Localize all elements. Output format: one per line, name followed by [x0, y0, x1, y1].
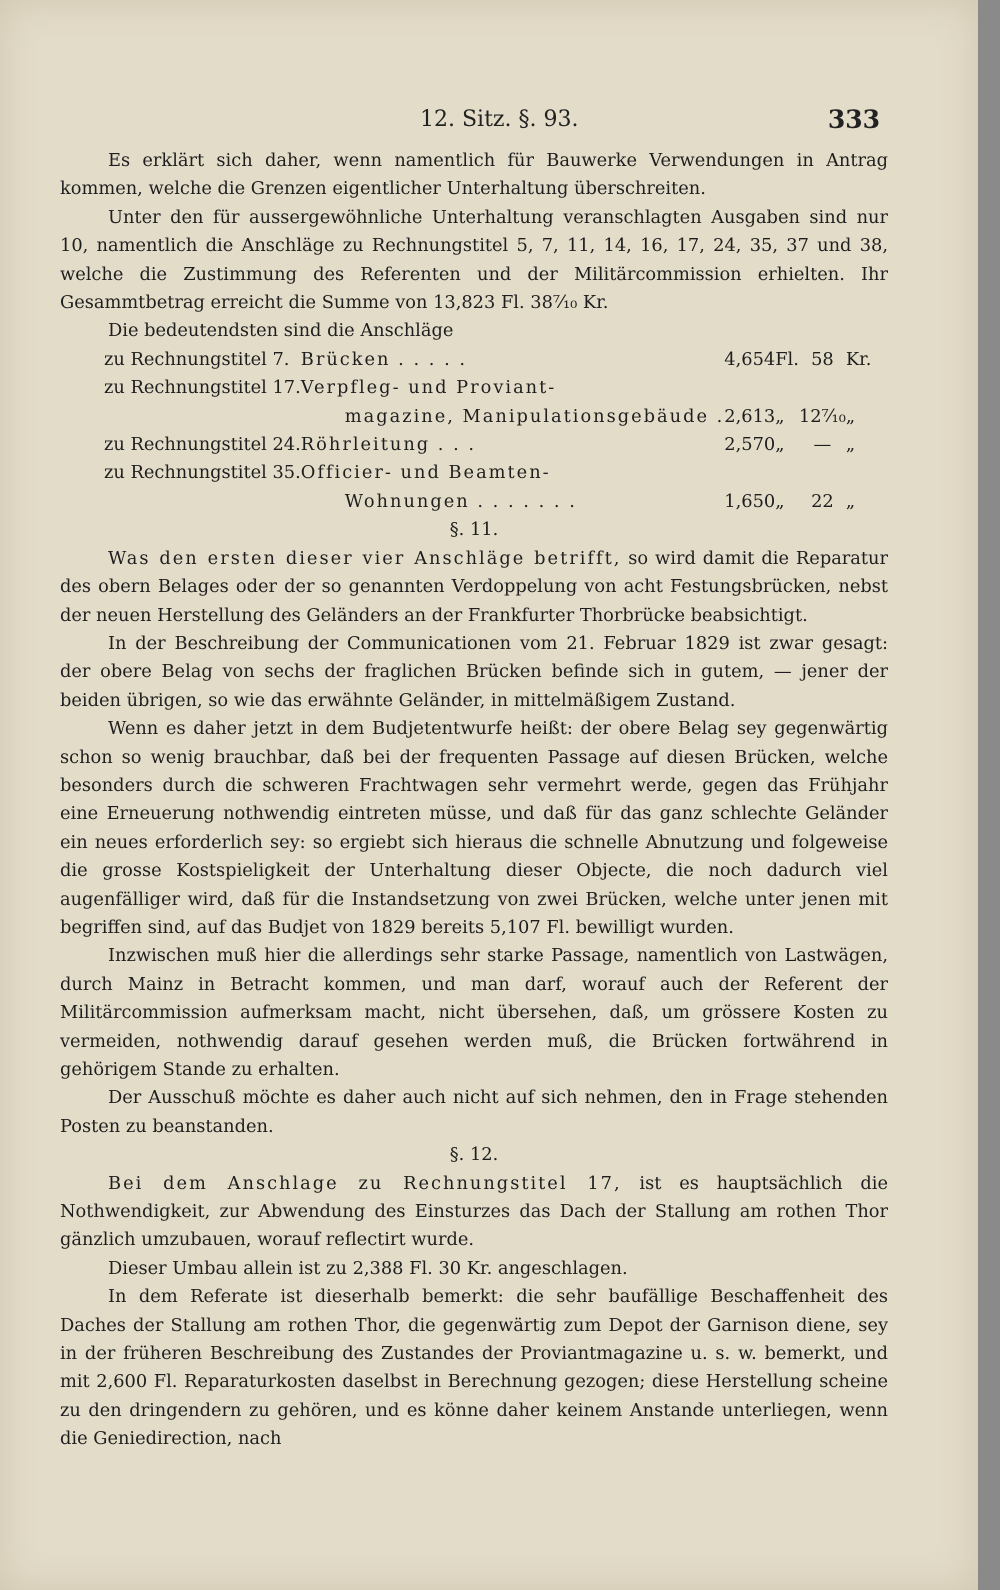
- item-amount: [724, 459, 775, 487]
- item-label: zu Rechnungstitel 35.: [104, 462, 301, 484]
- item-name: Brücken . . . . .: [300, 348, 468, 370]
- paragraph: In der Beschreibung der Communicationen vom 21. Februar 1829 ist zwar gesagt: der obere Belag von sechs der fraglichen Brücken befinde sich in gutem, — jener der beiden übrigen, so wie das erwähnte Geländer, in mittelmäßigem Zustand.: [60, 632, 888, 711]
- paragraph-text: so wird damit die Reparatur des obern Belages oder der so genannten Verdoppelung von acht Festungsbrücken, nebst der neuen Herstellung des Geländers an der Frankfurter Thorbrücke beabsichtigt.: [60, 547, 888, 626]
- running-head: 12. Sitz. §. 93.: [420, 107, 579, 132]
- paragraph: Es erklärt sich daher, wenn namentlich für Bauwerke Verwendungen in Antrag kommen, welche die Grenzen eigentlicher Unterhaltung überschreiten.: [60, 150, 888, 200]
- paragraph: Wenn es daher jetzt in dem Budjetentwurfe heißt: der obere Belag sey gegenwärtig schon so wenig brauchbar, daß bei der frequenten Passage auf diesen Brücken, welche besonders durch die schweren Frachtwagen sehr vermehrt werde, gegen das Frühjahr eine Erneuerung nothwendig eintreten müsse, und daß für das ganz schlechte Geländer ein neues erforderlich sey: so ergiebt sich hieraus die schnelle Abnutzung und folgeweise die grosse Kostspieligkeit der Unterhaltung dieser Objecte, die noch dadurch viel augenfälliger wird, daß für die Instandsetzung von zwei Brücken, welche unter jenen mit begriffen sind, auf das Budjet von 1829 bereits 5,107 Fl. bewilligt wurden.: [60, 718, 888, 938]
- item-amount: [724, 374, 775, 402]
- item-currency: [846, 459, 871, 487]
- paragraph-lead: Was den ersten dieser vier Anschläge betrifft,: [108, 547, 622, 569]
- paragraph-lead: Bei dem Anschlage zu Rechnungstitel 17,: [108, 1172, 622, 1194]
- paragraph: Der Ausschuß möchte es daher auch nicht auf sich nehmen, den in Frage stehenden Posten zu beanstanden.: [60, 1087, 888, 1137]
- item-amount: 4,654: [724, 348, 776, 370]
- item-amount: 2,570: [724, 434, 776, 456]
- table-row: [104, 403, 871, 431]
- item-name: magazine, Manipulationsgebäude .: [344, 405, 725, 427]
- page-body: [60, 147, 888, 1454]
- item-kr: 22: [811, 490, 834, 512]
- item-label: zu Rechnungstitel 17.: [104, 377, 301, 399]
- paragraph: In dem Referate ist dieserhalb bemerkt: die sehr baufällige Beschaffenheit des Daches der Stallung am rothen Thor, die gegenwärtig zum Depot der Garnison diene, sey in der früheren Beschreibung des Zustandes der Proviantmagazine u. s. w. bemerkt, und mit 2,600 Fl. Reparaturkosten daselbst in Berechnung gezogen; diese Herstellung scheine zu den dringendern zu gehören, und es könne daher keinem Anstande unterliegen, wenn die Geniedirection, nach: [60, 1286, 888, 1450]
- paragraph: [60, 545, 888, 630]
- item-unit: „: [775, 434, 785, 456]
- item-label: [104, 488, 301, 516]
- item-unit: „: [775, 405, 785, 427]
- item-unit: [775, 374, 799, 402]
- item-unit: [775, 459, 799, 487]
- item-name: Verpfleg- und Proviant-: [300, 377, 557, 399]
- item-label: [104, 403, 301, 431]
- paragraph-text: ist es hauptsächlich die Nothwendigkeit, zur Abwendung des Einsturzes das Dach der Stallung am rothen Thor gänzlich umzubauen, worauf reflectirt wurde.: [60, 1172, 889, 1251]
- table-row: [104, 488, 871, 516]
- item-currency: Kr.: [845, 348, 872, 370]
- item-label: zu Rechnungstitel 7.: [104, 348, 290, 370]
- item-currency: „: [845, 405, 856, 427]
- paragraph: Unter den für aussergewöhnliche Unterhaltung veranschlagten Ausgaben sind nur 10, namentlich die Anschläge zu Rechnungstitel 5, 7, 11, 14, 16, 17, 24, 35, 37 und 38, welche die Zustimmung des Referenten und der Militärcommission erhielten. Ihr Gesammtbetrag erreicht die Summe von 13,823 Fl. 38⁷⁄₁₀ Kr.: [60, 206, 888, 314]
- cost-items-table: [104, 346, 871, 516]
- item-unit: „: [775, 490, 785, 512]
- item-kr: 58: [811, 348, 834, 370]
- table-row: [104, 459, 871, 487]
- item-unit: Fl.: [775, 348, 799, 370]
- item-currency: [846, 374, 871, 402]
- item-currency: „: [845, 434, 856, 456]
- item-name: Wohnungen . . . . . . .: [344, 490, 577, 512]
- table-row: [104, 374, 871, 402]
- item-kr: 12⁷⁄₁₀: [798, 405, 846, 427]
- item-label: zu Rechnungstitel 24.: [104, 434, 301, 456]
- table-row: [104, 346, 871, 374]
- page-number: 333: [827, 105, 880, 134]
- item-amount: 2,613: [724, 405, 776, 427]
- paragraph: Inzwischen muß hier die allerdings sehr starke Passage, namentlich von Lastwägen, durch Mainz in Betracht kommen, und man darf, worauf auch der Referent der Militärcommission aufmerksam macht, nicht übersehen, daß, um grössere Kosten zu vermeiden, nothwendig darauf gesehen werden muß, die Brücken fortwährend in gehörigem Stande zu erhalten.: [60, 945, 888, 1080]
- table-row: [104, 431, 871, 459]
- item-kr: —: [813, 434, 832, 456]
- item-kr: [799, 459, 846, 487]
- item-name: Röhrleitung . . .: [300, 434, 477, 456]
- paragraph: [60, 1170, 888, 1255]
- item-currency: „: [845, 490, 856, 512]
- item-name: Officier- und Beamten-: [300, 462, 551, 484]
- item-amount: 1,650: [724, 490, 776, 512]
- section-heading: §. 12.: [449, 1144, 499, 1166]
- page-header: [0, 103, 978, 137]
- section-heading: §. 11.: [449, 519, 499, 541]
- paragraph: Dieser Umbau allein ist zu 2,388 Fl. 30 Kr. angeschlagen.: [108, 1257, 628, 1279]
- item-kr: [799, 374, 846, 402]
- paragraph: Die bedeutendsten sind die Anschläge: [108, 320, 454, 342]
